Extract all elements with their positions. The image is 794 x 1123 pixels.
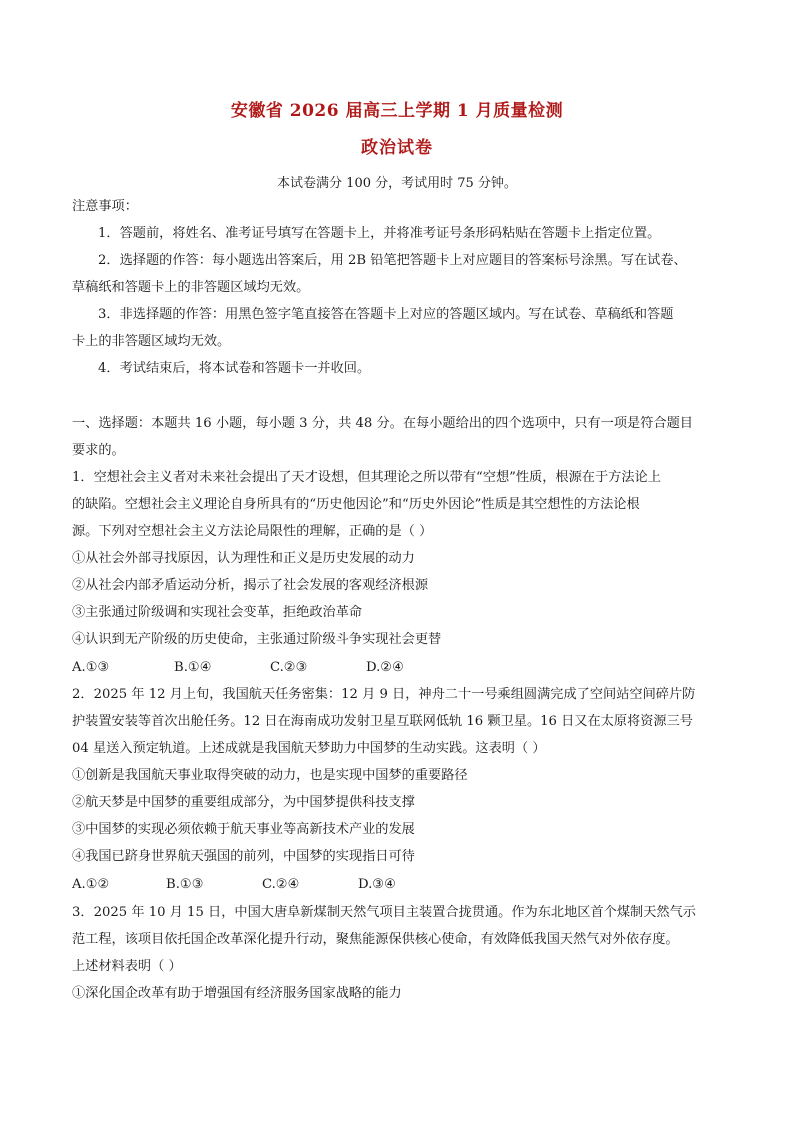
q1-option-b: B.①④ — [174, 660, 212, 675]
q2-stem-line-1: 2．2025 年 12 月上旬，我国航天任务密集：12 月 9 日，神舟二十一号乘组圆满完成了空间站空间碎片防 — [72, 687, 696, 702]
q1-option-a: A.①③ — [72, 660, 110, 675]
q2-statement-1: ①创新是我国航天事业取得突破的动力，也是实现中国梦的重要路径 — [72, 768, 468, 783]
q3-stem-line-1: 3．2025 年 10 月 15 日，中国大唐阜新煤制天然气项目主装置合拢贯通。作为东北地区首个煤制天然气示 — [72, 905, 696, 920]
q1-stem-line-2: 的缺陷。空想社会主义理论自身所具有的“历史他因论”和“历史外因论”性质是其空想性的方法论根 — [72, 497, 640, 512]
q2-stem-line-2: 护装置安装等首次出舱任务。12 日在海南成功发射卫星互联网低轨 16 颗卫星。16 日又在太原将资源三号 — [72, 714, 693, 729]
q2-option-d: D.③④ — [358, 877, 396, 892]
q3-stem-line-3: 上述材料表明（ ） — [72, 959, 182, 974]
notice-item-3-line-2: 卡上的非答题区域均无效。 — [72, 334, 231, 349]
q1-statement-2: ②从社会内部矛盾运动分析，揭示了社会发展的客观经济根源 — [72, 578, 429, 593]
notice-item-2-line-1: 2．选择题的作答：每小题选出答案后，用 2B 铅笔把答题卡上对应题目的答案标号涂黑。写在试卷、 — [98, 253, 687, 268]
q1-stem-line-1: 1．空想社会主义者对未来社会提出了天才设想，但其理论之所以带有“空想”性质，根源在于方法论上 — [72, 470, 661, 485]
notice-item-3-line-1: 3．非选择题的作答：用黑色签字笔直接答在答题卡上对应的答题区域内。写在试卷、草稿纸和答题 — [98, 307, 674, 322]
notice-item-4: 4．考试结束后，将本试卷和答题卡一并收回。 — [98, 361, 371, 376]
q1-statement-3: ③主张通过阶级调和实现社会变革，拒绝政治革命 — [72, 605, 363, 620]
q1-option-d: D.②④ — [366, 660, 404, 675]
q1-statement-1: ①从社会外部寻找原因，认为理性和正义是历史发展的动力 — [72, 551, 415, 566]
notice-item-1: 1．答题前，将姓名、准考证号填写在答题卡上，并将准考证号条形码粘贴在答题卡上指定位置。 — [98, 226, 661, 241]
section-heading-line-2: 要求的。 — [72, 443, 125, 458]
q2-statement-2: ②航天梦是中国梦的重要组成部分，为中国梦提供科技支撑 — [72, 795, 415, 810]
exam-info: 本试卷满分 100 分，考试用时 75 分钟。 — [277, 176, 517, 191]
q2-statement-3: ③中国梦的实现必须依赖于航天事业等高新技术产业的发展 — [72, 822, 415, 837]
section-heading-line-1: 一、选择题：本题共 16 小题，每小题 3 分，共 48 分。在每小题给出的四个选项中，只有一项是符合题目 — [72, 416, 693, 431]
exam-subject: 政治试卷 — [361, 138, 433, 158]
q1-stem-line-3: 源。下列对空想社会主义方法论局限性的理解，正确的是（ ） — [72, 524, 433, 539]
exam-title: 安徽省 2026 届高三上学期 1 月质量检测 — [230, 101, 564, 121]
q3-stem-line-2: 范工程，该项目依托国企改革深化提升行动，聚焦能源保供核心使命，有效降低我国天然气对外依存度。 — [72, 932, 679, 947]
notice-heading: 注意事项： — [72, 199, 138, 214]
q2-stem-line-3: 04 星送入预定轨道。上述成就是我国航天梦助力中国梦的生动实践。这表明（ ） — [72, 741, 546, 756]
q2-option-b: B.①③ — [166, 877, 204, 892]
q2-option-c: C.②④ — [262, 877, 300, 892]
notice-item-2-line-2: 草稿纸和答题卡上的非答题区域均无效。 — [72, 280, 310, 295]
q1-statement-4: ④认识到无产阶级的历史使命，主张通过阶级斗争实现社会更替 — [72, 632, 442, 647]
q2-statement-4: ④我国已跻身世界航天强国的前列，中国梦的实现指日可待 — [72, 849, 415, 864]
q3-statement-1: ①深化国企改革有助于增强国有经济服务国家战略的能力 — [72, 986, 402, 1001]
q1-option-c: C.②③ — [270, 660, 308, 675]
q2-option-a: A.①② — [72, 877, 110, 892]
